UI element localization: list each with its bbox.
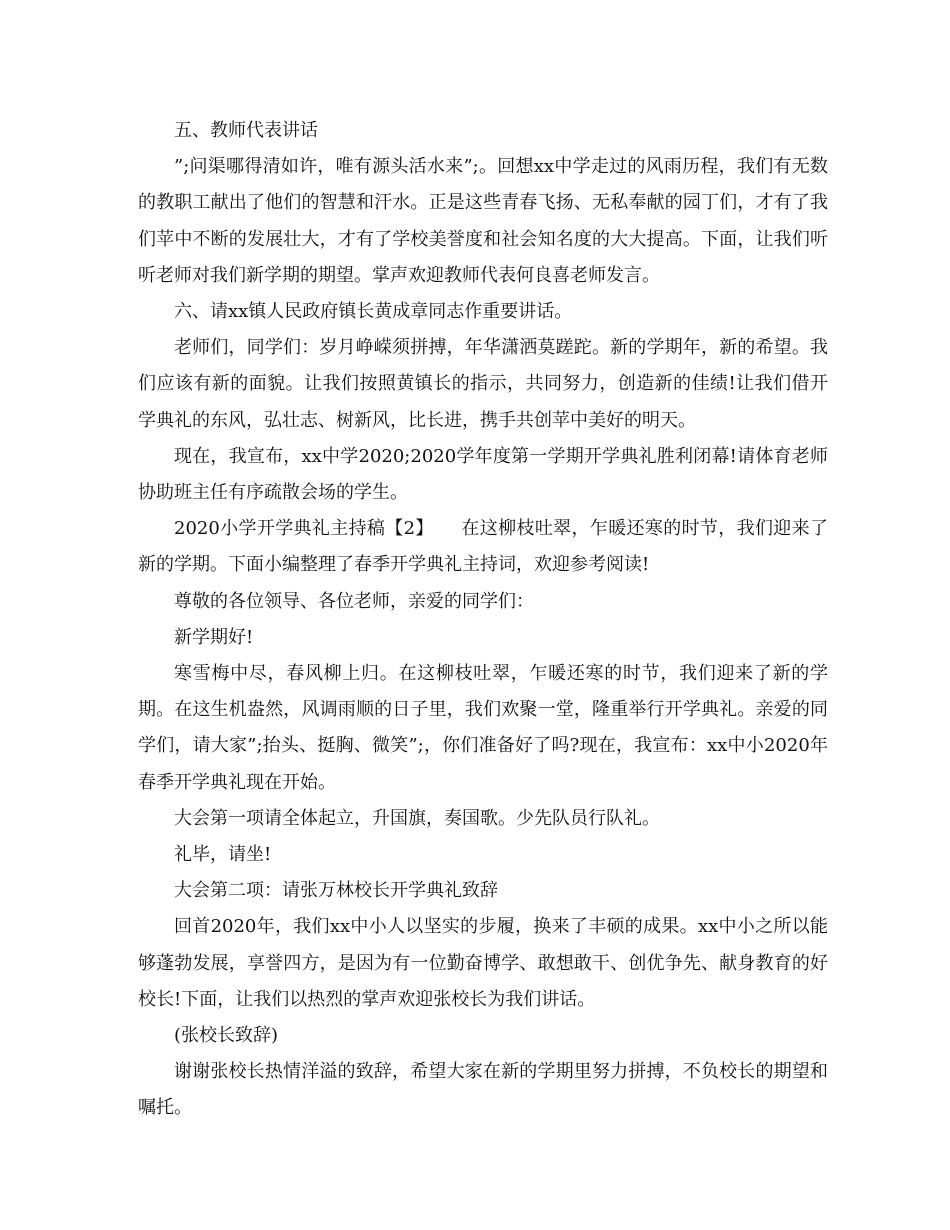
paragraph-teacher-speech-heading: 五、教师代表讲话 xyxy=(174,120,318,141)
paragraph-be-seated: 礼毕，请坐! xyxy=(174,844,272,866)
paragraph-mayor-speech-heading: 六、请xx镇人民政府镇长黄成章同志作重要讲话。 xyxy=(174,301,573,323)
document-body xyxy=(138,113,828,1127)
paragraph-closing-remarks: 老师们，同学们：岁月峥嵘须拼搏，年华潇洒莫蹉跎。新的学期年，新的希望。我们应该有新的面貌。让我们按照黄镇长的指示，共同努力，创造新的佳绩!让我们借开学典礼的东风，弘壮志、树新风，比长进，携手共创苹中美好的明天。 xyxy=(138,337,828,431)
paragraph-item-two: 大会第二项：请张万林校长开学典礼致辞 xyxy=(174,880,498,902)
paragraph-opening: 寒雪梅中尽，春风柳上归。在这柳枝吐翠，乍暖还寒的时节，我们迎来了新的学期。在这生机盎然，风调雨顺的日子里，我们欢聚一堂，隆重举行开学典礼。亲爱的同学们，请大家”;抬头、挺胸、微笑”;，你们准备好了吗?现在，我宣布：xx中小2020年春季开学典礼现在开始。 xyxy=(138,663,828,793)
paragraph-new-term: 新学期好! xyxy=(174,626,254,648)
paragraph-item-one: 大会第一项请全体起立，升国旗，奏国歌。少先队员行队礼。 xyxy=(174,807,660,829)
paragraph-greeting: 尊敬的各位领导、各位老师，亲爱的同学们： xyxy=(174,590,534,612)
paragraph-closing-announcement: 现在，我宣布，xx中学2020;2020学年度第一学期开学典礼胜利闭幕!请体育老师协助班主任有序疏散会场的学生。 xyxy=(138,445,828,504)
paragraph-thanks: 谢谢张校长热情洋溢的致辞，希望大家在新的学期里努力拼搏，不负校长的期望和嘱托。 xyxy=(138,1061,828,1119)
paragraph-second-script-title: 2020小学开学典礼主持稿【2】 在这柳枝吐翠，乍暖还寒的时节，我们迎来了新的学期。下面小编整理了春季开学典礼主持词，欢迎参考阅读! xyxy=(138,518,828,576)
paragraph-principal-speech: (张校长致辞) xyxy=(174,1025,279,1047)
paragraph-principal-intro: 回首2020年，我们xx中小人以坚实的步履，换来了丰硕的成果。xx中小之所以能够蓬勃发展，享誉四方，是因为有一位勤奋博学、敢想敢干、创优争先、献身教育的好校长!下面，让我们以热烈的掌声欢迎张校长为我们讲话。 xyxy=(138,916,828,1010)
paragraph-teacher-speech-intro: ”;问渠哪得清如许，唯有源头活水来”;。回想xx中学走过的风雨历程，我们有无数的教职工献出了他们的智慧和汗水。正是这些青春飞扬、无私奉献的园丁们，才有了我们苹中不断的发展壮大，才有了学校美誉度和社会知名度的大大提高。下面，让我们听听老师对我们新学期的期望。掌声欢迎教师代表何良喜老师发言。 xyxy=(138,156,828,286)
